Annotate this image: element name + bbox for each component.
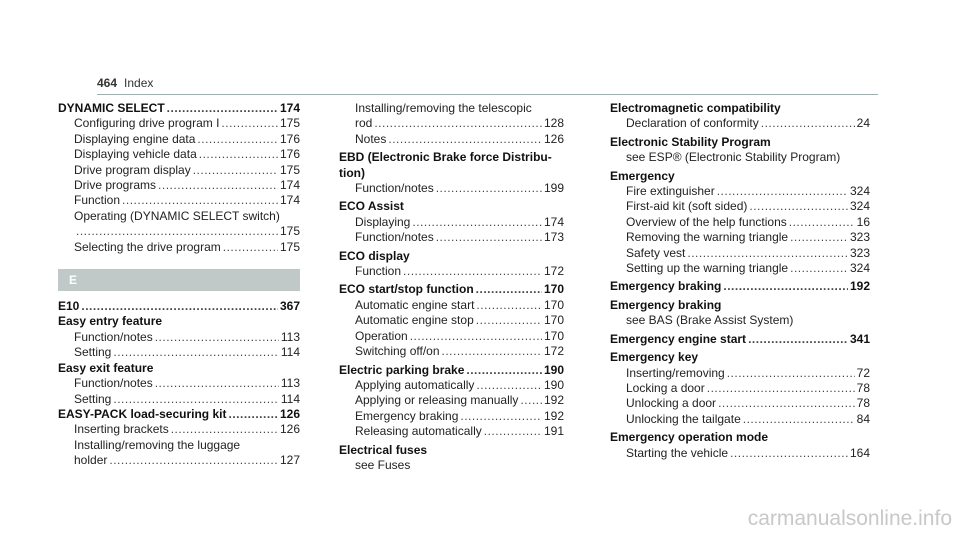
entry-text: EASY-PACK load-securing kit (58, 406, 227, 421)
page-reference: 191 (543, 424, 564, 439)
index-entry-heading (610, 350, 870, 365)
index-subentry (339, 264, 564, 279)
entry-text: Drive programs (74, 178, 157, 193)
entry-text: Automatic engine start (355, 297, 475, 312)
entry-text: Installing/removing the telescopic (355, 101, 532, 115)
page-reference: 192 (849, 279, 870, 294)
index-entry-heading (610, 430, 870, 445)
page-reference: 126 (279, 406, 300, 421)
index-entry-heading (339, 150, 564, 165)
index-subentry (339, 298, 564, 313)
dot-leader (442, 344, 542, 359)
entry-text: Inserting brackets (74, 422, 169, 437)
dot-leader (718, 396, 855, 411)
index-subentry (610, 150, 870, 165)
entry-text: Emergency key (610, 350, 699, 365)
entry-text: DYNAMIC SELECT (58, 101, 165, 115)
entry-text: Inserting/removing (626, 365, 725, 380)
page-reference: 174 (279, 193, 300, 208)
index-subentry (339, 424, 564, 439)
entry-text: Configuring drive program I (74, 116, 220, 131)
index-subentry (339, 101, 564, 116)
entry-text: ECO start/stop function (339, 282, 474, 297)
entry-text: Notes (355, 131, 387, 146)
entry-text: Safety vest (626, 245, 686, 260)
entry-text: Emergency operation mode (610, 430, 769, 445)
index-entry-heading (58, 101, 300, 116)
index-subentry (58, 193, 300, 208)
entry-text: Setting (74, 345, 112, 360)
page-reference: 175 (279, 162, 300, 177)
entry-text: Releasing automatically (355, 424, 482, 439)
dot-leader (476, 378, 542, 393)
page-reference: 84 (856, 411, 870, 426)
entry-text: ECO display (339, 248, 410, 263)
entry-text: Operating (DYNAMIC SELECT switch) (74, 208, 280, 223)
dot-leader (223, 240, 278, 255)
index-subentry (339, 116, 564, 131)
page-reference: 341 (849, 331, 870, 346)
index-entry-heading (339, 282, 564, 297)
entry-text: Setting (74, 391, 112, 406)
dot-leader (193, 163, 278, 178)
page-reference: 174 (543, 214, 564, 229)
page-reference: 174 (279, 101, 300, 115)
index-subentry (610, 230, 870, 245)
dot-leader (743, 412, 855, 427)
index-subentry (58, 422, 300, 437)
index-entry-heading (58, 314, 300, 329)
entry-text: Emergency braking (355, 408, 459, 423)
header-rule (97, 94, 878, 95)
entry-text: Displaying (355, 214, 411, 229)
index-subentry (339, 409, 564, 424)
page-reference: 78 (856, 396, 870, 411)
entry-text: see Fuses (355, 457, 411, 472)
index-subentry (610, 446, 870, 461)
index-subentry (610, 246, 870, 261)
index-entry-heading (339, 249, 564, 264)
dot-leader (436, 230, 542, 245)
dot-leader (476, 282, 542, 297)
dot-leader (460, 409, 542, 424)
index-entry-heading (610, 101, 870, 116)
dot-leader (167, 101, 278, 116)
dot-leader (476, 313, 542, 328)
dot-leader (76, 224, 278, 239)
page-reference: 172 (543, 264, 564, 279)
dot-leader (81, 299, 278, 314)
entry-text: Function/notes (355, 230, 434, 245)
index-subentry (58, 392, 300, 407)
page-reference: 324 (849, 184, 870, 199)
index-subentry (610, 396, 870, 411)
page-reference: 176 (279, 147, 300, 162)
index-entry-heading (58, 407, 300, 422)
dot-leader (749, 199, 848, 214)
dot-leader (730, 446, 848, 461)
page-reference: 114 (280, 345, 300, 360)
index-subentry (339, 230, 564, 245)
index-subentry (610, 116, 870, 131)
entry-text: Installing/removing the luggage (74, 437, 241, 452)
dot-leader (155, 376, 279, 391)
index-subentry (610, 215, 870, 230)
index-subentry (58, 453, 300, 468)
dot-leader (388, 132, 542, 147)
index-entry-heading (610, 169, 870, 184)
entry-text: Emergency engine start (610, 331, 747, 346)
dot-leader (466, 363, 542, 378)
index-subentry (58, 132, 300, 147)
page-reference: 72 (856, 365, 870, 380)
page-reference: 324 (849, 261, 870, 276)
page-reference: 164 (849, 445, 870, 460)
index-subentry (339, 215, 564, 230)
entry-text: rod (355, 116, 373, 131)
index-subentry (610, 184, 870, 199)
index-column-1 (58, 101, 300, 469)
page-reference: 192 (543, 393, 564, 408)
entry-text: Emergency braking (610, 297, 722, 312)
entry-text: Electrical fuses (339, 442, 428, 457)
entry-text: see BAS (Brake Assist System) (626, 313, 794, 328)
dot-leader (228, 407, 277, 422)
dot-leader (707, 381, 855, 396)
page-reference: 192 (543, 408, 564, 423)
entry-text: Fire extinguisher (626, 184, 715, 199)
dot-leader (520, 393, 542, 408)
entry-text: Declaration of conformity (626, 116, 759, 131)
index-subentry (58, 178, 300, 193)
entry-text: Electronic Stability Program (610, 134, 771, 149)
section-letter-bar: E (58, 269, 300, 291)
page-reference: 172 (543, 344, 564, 359)
dot-leader (761, 116, 855, 131)
index-column-3 (610, 101, 870, 461)
index-entry-heading (610, 298, 870, 313)
page-reference: 323 (849, 230, 870, 245)
index-entry-heading (339, 166, 564, 181)
dot-leader (199, 147, 278, 162)
index-subentry (339, 313, 564, 328)
entry-text: Displaying engine data (74, 131, 196, 146)
page-reference: 126 (543, 131, 564, 146)
page-reference: 113 (280, 329, 300, 344)
index-subentry (610, 381, 870, 396)
index-subentry (610, 412, 870, 427)
index-entry-heading (610, 135, 870, 150)
index-subentry (610, 261, 870, 276)
page-title: Index (124, 76, 154, 90)
page-reference: 127 (279, 453, 300, 468)
index-subentry (58, 116, 300, 131)
index-entry-heading (339, 199, 564, 214)
page-reference: 170 (543, 282, 564, 297)
entry-text: Function/notes (74, 376, 153, 391)
page-header (97, 76, 153, 90)
dot-leader (748, 332, 848, 347)
index-entry-heading (610, 279, 870, 294)
page-reference: 173 (543, 230, 564, 245)
page-reference: 170 (543, 313, 564, 328)
page-reference: 114 (280, 391, 300, 406)
entry-text: Emergency braking (610, 279, 722, 294)
entry-text: Function (355, 264, 402, 279)
index-subentry (339, 393, 564, 408)
entry-text: Electromagnetic compatibility (610, 101, 781, 115)
dot-leader (171, 422, 278, 437)
index-subentry (58, 330, 300, 345)
index-subentry (339, 344, 564, 359)
entry-text: Overview of the help functions (626, 214, 787, 229)
entry-text: Function (74, 193, 121, 208)
dot-leader (410, 329, 542, 344)
index-subentry (58, 345, 300, 360)
index-subentry (58, 163, 300, 178)
entry-text: Operation (355, 328, 408, 343)
entry-text: Removing the warning triangle (626, 230, 789, 245)
index-subentry (58, 376, 300, 391)
entry-text: Setting up the warning triangle (626, 261, 789, 276)
entry-text: Emergency (610, 168, 675, 183)
entry-text: tion) (339, 165, 365, 180)
dot-leader (221, 116, 278, 131)
entry-text: EBD (Electronic Brake force Distribu- (339, 150, 552, 165)
entry-text: Starting the vehicle (626, 445, 729, 460)
page-reference: 128 (543, 116, 564, 131)
page-reference: 126 (279, 422, 300, 437)
index-subentry (339, 458, 564, 473)
dot-leader (476, 298, 542, 313)
entry-text: E10 (58, 299, 80, 314)
index-subentry (610, 313, 870, 328)
index-subentry (339, 329, 564, 344)
index-entry-heading (339, 443, 564, 458)
dot-leader (687, 246, 848, 261)
index-subentry (58, 438, 300, 453)
entry-text: Selecting the drive program (74, 239, 221, 254)
index-subentry (610, 199, 870, 214)
entry-text: Easy exit feature (58, 360, 154, 375)
dot-leader (113, 392, 279, 407)
entry-text: Drive program display (74, 162, 191, 177)
dot-leader (727, 366, 855, 381)
dot-leader (403, 264, 542, 279)
page-reference: 24 (856, 116, 870, 131)
dot-leader (790, 230, 848, 245)
entry-text: see ESP® (Electronic Stability Program) (626, 150, 841, 165)
index-subentry (339, 132, 564, 147)
dot-leader (789, 215, 855, 230)
page-reference: 78 (856, 380, 870, 395)
page-reference: 175 (279, 224, 300, 239)
page-reference: 170 (543, 328, 564, 343)
page-reference: 323 (849, 245, 870, 260)
page-reference: 199 (543, 181, 564, 196)
page-reference: 175 (279, 239, 300, 254)
dot-leader (790, 261, 848, 276)
page-number: 464 (97, 76, 118, 90)
index-subentry (58, 224, 300, 239)
dot-leader (155, 330, 279, 345)
dot-leader (158, 178, 278, 193)
index-entry-heading (58, 299, 300, 314)
dot-leader (436, 181, 542, 196)
index-subentry (339, 378, 564, 393)
entry-text: Function/notes (355, 181, 434, 196)
entry-text: Easy entry feature (58, 314, 163, 329)
page-reference: 174 (279, 178, 300, 193)
page-reference: 170 (543, 297, 564, 312)
dot-leader (122, 193, 278, 208)
entry-text: Unlocking the tailgate (626, 411, 741, 426)
entry-text: Automatic engine stop (355, 313, 474, 328)
dot-leader (717, 184, 848, 199)
entry-text: Locking a door (626, 380, 705, 395)
page-reference: 113 (280, 376, 300, 391)
index-subentry (58, 240, 300, 255)
entry-text: Displaying vehicle data (74, 147, 197, 162)
dot-leader (374, 116, 542, 131)
page-reference: 176 (279, 131, 300, 146)
watermark: carmanualsonline.info (747, 507, 952, 530)
index-subentry (58, 209, 300, 224)
page-reference: 367 (279, 299, 300, 314)
dot-leader (484, 424, 542, 439)
entry-text: Electric parking brake (339, 362, 465, 377)
index-subentry (610, 366, 870, 381)
dot-leader (109, 453, 278, 468)
entry-text: Function/notes (74, 329, 153, 344)
entry-text: Switching off/on (355, 344, 440, 359)
entry-text: First-aid kit (soft sided) (626, 199, 748, 214)
index-entry-heading (339, 363, 564, 378)
index-subentry (339, 181, 564, 196)
index-entry-heading (610, 332, 870, 347)
index-subentry (58, 147, 300, 162)
page-reference: 16 (856, 214, 870, 229)
dot-leader (113, 345, 279, 360)
entry-text: Applying automatically (355, 377, 475, 392)
page-reference: 175 (279, 116, 300, 131)
page-reference: 190 (543, 377, 564, 392)
dot-leader (723, 279, 848, 294)
entry-text: holder (74, 453, 108, 468)
index-column-2 (339, 101, 564, 473)
page-reference: 324 (849, 199, 870, 214)
entry-text: ECO Assist (339, 199, 404, 214)
entry-text: Unlocking a door (626, 396, 717, 411)
page-reference: 190 (543, 362, 564, 377)
index-entry-heading (58, 361, 300, 376)
entry-text: Applying or releasing manually (355, 393, 519, 408)
dot-leader (197, 132, 278, 147)
dot-leader (412, 215, 542, 230)
